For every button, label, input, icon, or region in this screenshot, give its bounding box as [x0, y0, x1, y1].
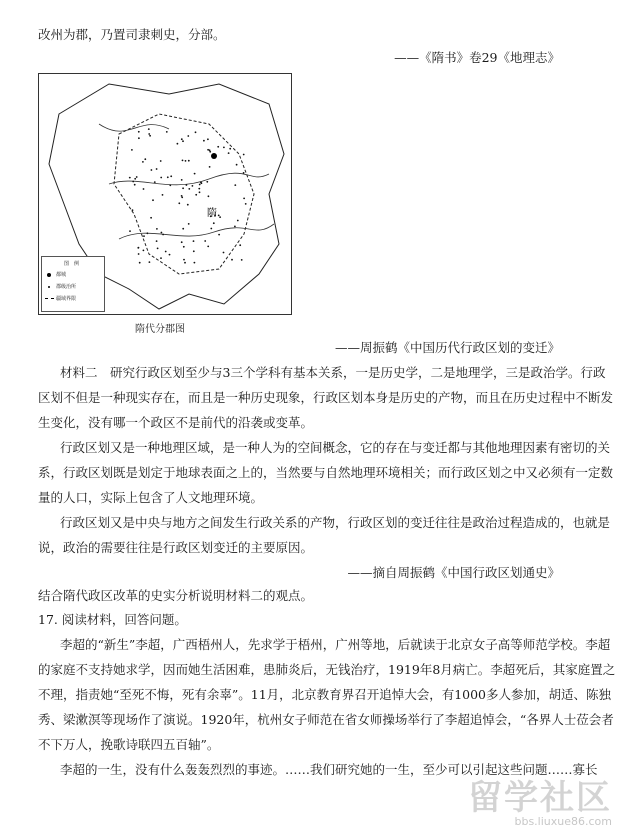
legend-item-seat: 郡级治所 [56, 284, 77, 290]
prefecture-seat-dot [129, 230, 131, 232]
prefecture-seat-dot [193, 240, 195, 242]
watermark-url: bbs.liuxue86.com [514, 815, 612, 828]
prefecture-seat-dot [182, 228, 184, 230]
prefecture-seat-dot [223, 147, 225, 149]
prefecture-seat-dot [218, 234, 220, 236]
intro-line: 改州为郡，乃置司隶刺史，分部。 [38, 27, 226, 42]
legend-item-capital: 都城 [56, 272, 67, 278]
prefecture-seat-dot [169, 254, 171, 256]
prefecture-seat-dot [148, 133, 150, 135]
prefecture-seat-dot [207, 246, 209, 248]
prefecture-seat-dot [243, 172, 245, 174]
prefecture-seat-dot [195, 131, 197, 133]
prefecture-seat-dot [219, 216, 221, 218]
prefecture-seat-dot [160, 160, 162, 162]
prefecture-seat-dot [152, 199, 154, 201]
source-citation-2: ——周振鹤《中国历代行政区划的变迁》 [334, 340, 560, 355]
prefecture-seat-dot [203, 140, 205, 142]
prefecture-seat-dot [151, 169, 153, 171]
sui-map [38, 73, 292, 315]
source-citation-3: ——摘自周振鹤《中国行政区划通史》 [347, 565, 560, 580]
prefecture-seat-dot [162, 194, 164, 196]
prefecture-seat-dot [185, 160, 187, 162]
prefecture-seat-dot [213, 222, 215, 224]
prefecture-seat-dot [181, 179, 183, 181]
prefecture-seat-dot [165, 251, 167, 253]
material2-line: 区划不但是一种现实存在，而且是一种历史现象，行政区划本身是历史的产物，而且在历史过程中不断发 [38, 390, 614, 405]
yangtze-river [119, 224, 274, 239]
prefecture-seat-dot [198, 188, 200, 190]
prefecture-seat-dot [193, 250, 195, 252]
prefecture-seat-dot [182, 140, 184, 142]
prefecture-seat-dot [210, 228, 212, 230]
prefecture-seat-dot [167, 176, 169, 178]
prefecture-seat-dot [161, 232, 163, 234]
prefecture-seat-dot [131, 149, 133, 151]
prefecture-seat-dot [183, 246, 185, 248]
prefecture-seat-dot [149, 261, 151, 263]
prefecture-seat-dot [160, 177, 162, 179]
prefecture-seat-dot [182, 187, 184, 189]
prefecture-seat-dot [192, 185, 194, 187]
prefecture-seat-dot [206, 181, 208, 183]
prefecture-seat-dot [243, 198, 245, 200]
q17-paragraph-line: 的家庭不支持她求学，因而她生活困难，患肺炎后，无钱治疗，1919年8月病亡。李超死后，其家庭置之 [38, 662, 616, 677]
q17-paragraph-line: 李超的“新生”李超，广西梧州人，先求学于梧州，广州等地，后就读于北京女子高等师范学校。李超 [60, 637, 611, 652]
prefecture-seat-dot [217, 146, 219, 148]
question-16-prompt: 结合隋代政区改革的史实分析说明材料二的观点。 [38, 588, 314, 603]
prefecture-seat-dot [182, 160, 184, 162]
prefecture-seat-dot [178, 202, 180, 204]
material2-line: 行政区划又是中央与地方之间发生行政关系的产物，行政区划的变迁往往是政治过程造成的，也就是 [60, 515, 611, 530]
prefecture-seat-dot [149, 135, 151, 137]
prefecture-seat-dot [157, 248, 159, 250]
prefecture-seat-dot [229, 148, 231, 150]
material2-line: 行政区划又是一种地理区域，是一种人为的空间概念，它的存在与变迁都与其他地理因素有密切的关 [60, 440, 611, 455]
prefecture-seat-dot [209, 166, 211, 168]
prefecture-seat-dot [243, 154, 245, 156]
prefecture-seat-dot [208, 195, 210, 197]
q17-paragraph-line: 李超的一生，没有什么轰轰烈烈的事迹。……我们研究她的一生，至少可以引起这些问题……寡长 [60, 762, 598, 777]
prefecture-seat-dot [207, 138, 209, 140]
capital-marker [211, 153, 217, 159]
prefecture-seat-dot [195, 194, 197, 196]
prefecture-seat-dot [237, 220, 239, 222]
prefecture-seat-dot [142, 161, 144, 163]
prefecture-seat-dot [132, 209, 134, 211]
prefecture-seat-dot [147, 232, 149, 234]
boundary-legend-icon [45, 298, 54, 299]
capital-legend-icon [47, 273, 51, 277]
prefecture-seat-dot [177, 143, 179, 145]
prefecture-seat-dot [156, 240, 158, 242]
prefecture-seat-dot [138, 131, 140, 133]
material2-line: 材料二 研究行政区划至少与3三个学科有基本关系，一是历史学，二是地理学，三是政治学。行政 [60, 365, 606, 380]
prefecture-seat-dot [156, 168, 158, 170]
prefecture-seat-dot [188, 160, 190, 162]
prefecture-seat-dot [144, 158, 146, 160]
prefecture-seat-dot [134, 178, 136, 180]
prefecture-seat-dot [166, 131, 168, 133]
prefecture-seat-dot [234, 184, 236, 186]
prefecture-seats [129, 128, 247, 263]
prefecture-seat-dot [181, 138, 183, 140]
watermark [468, 770, 612, 828]
prefecture-seat-dot [199, 191, 201, 193]
q17-paragraph-line: 不下万人，挽歌诗联四五百轴”。 [38, 737, 220, 752]
legend-title: 图 例 [64, 261, 80, 267]
region-label: 隋 [207, 208, 217, 219]
prefecture-seat-dot [234, 226, 236, 228]
prefecture-seat-dot [154, 181, 156, 183]
prefecture-seat-dot [188, 223, 190, 225]
prefecture-seat-dot [143, 235, 145, 237]
prefecture-seat-dot [160, 257, 162, 259]
prefecture-seat-dot [148, 128, 150, 130]
prefecture-seat-dot [136, 176, 138, 178]
question-17-title: 17. 阅读材料，回答问题。 [38, 612, 187, 627]
material2-line: 生变化，没有哪一个政区不是前代的沿袭或变革。 [38, 415, 314, 430]
prefecture-seat-dot [231, 259, 233, 261]
prefecture-seat-dot [134, 184, 136, 186]
seat-legend-icon [48, 286, 50, 288]
prefecture-seat-dot [187, 135, 189, 137]
map-legend [41, 256, 105, 312]
prefecture-seat-dot [245, 203, 247, 205]
source-citation: ——《隋书》卷29《地理志》 [394, 50, 560, 65]
prefecture-seat-dot [184, 262, 186, 264]
prefecture-seat-dot [170, 175, 172, 177]
prefecture-seat-dot [132, 181, 134, 183]
prefecture-seat-dot [150, 217, 152, 219]
prefecture-seat-dot [236, 164, 238, 166]
northern-river [99, 124, 169, 131]
sui-boundary [114, 114, 254, 274]
legend-item-boundary: 疆域界限 [56, 296, 77, 302]
prefecture-seat-dot [138, 137, 140, 139]
prefecture-seat-dot [138, 253, 140, 255]
prefecture-seat-dot [143, 250, 145, 252]
q17-paragraph-line: 秀、梁漱溟等现场作了演说。1920年，杭州女子师范在省女师操场举行了李超追悼会，“各界人士莅会者 [38, 712, 614, 727]
q17-paragraph-line: 不理，指责她“至死不悔，死有余辜”。11月，北京教育界召开追悼大会，有1000多人参加，胡适、陈独 [38, 687, 611, 702]
watermark-main: 留学社区 [468, 778, 612, 818]
prefecture-seat-dot [194, 262, 196, 264]
prefecture-seat-dot [194, 173, 196, 175]
prefecture-seat-dot [207, 149, 209, 151]
prefecture-seat-dot [187, 204, 189, 206]
prefecture-seat-dot [137, 247, 139, 249]
prefecture-seat-dot [218, 215, 220, 217]
map-caption: 隋代分郡图 [135, 324, 185, 335]
prefecture-seat-dot [181, 241, 183, 243]
material2-line: 量的人口，实际上包含了人文地理环境。 [38, 490, 264, 505]
prefecture-seat-dot [209, 151, 211, 153]
prefecture-seat-dot [204, 240, 206, 242]
prefecture-seat-dot [186, 184, 188, 186]
prefecture-seat-dot [181, 195, 183, 197]
prefecture-seat-dot [241, 259, 243, 261]
prefecture-seat-dot [200, 182, 202, 184]
prefecture-seat-dot [183, 259, 185, 261]
prefecture-seat-dot [129, 177, 131, 179]
prefecture-seat-dot [228, 152, 230, 154]
prefecture-seat-dot [223, 252, 225, 254]
prefecture-seat-dot [162, 234, 164, 236]
prefecture-seat-dot [188, 188, 190, 190]
material2-line: 系，行政区划既是划定于地球表面之上的，当然要与自然地理环境相关；而行政区划之中又必须有一定数 [38, 465, 614, 480]
prefecture-seat-dot [169, 184, 171, 186]
yellow-river [109, 173, 269, 185]
prefecture-seat-dot [199, 184, 201, 186]
prefecture-seat-dot [139, 262, 141, 264]
prefecture-seat-dot [156, 228, 158, 230]
prefecture-seat-dot [143, 188, 145, 190]
prefecture-seat-dot [239, 244, 241, 246]
material2-line: 说，政治的需要往往是行政区划变迁的主要原因。 [38, 540, 314, 555]
